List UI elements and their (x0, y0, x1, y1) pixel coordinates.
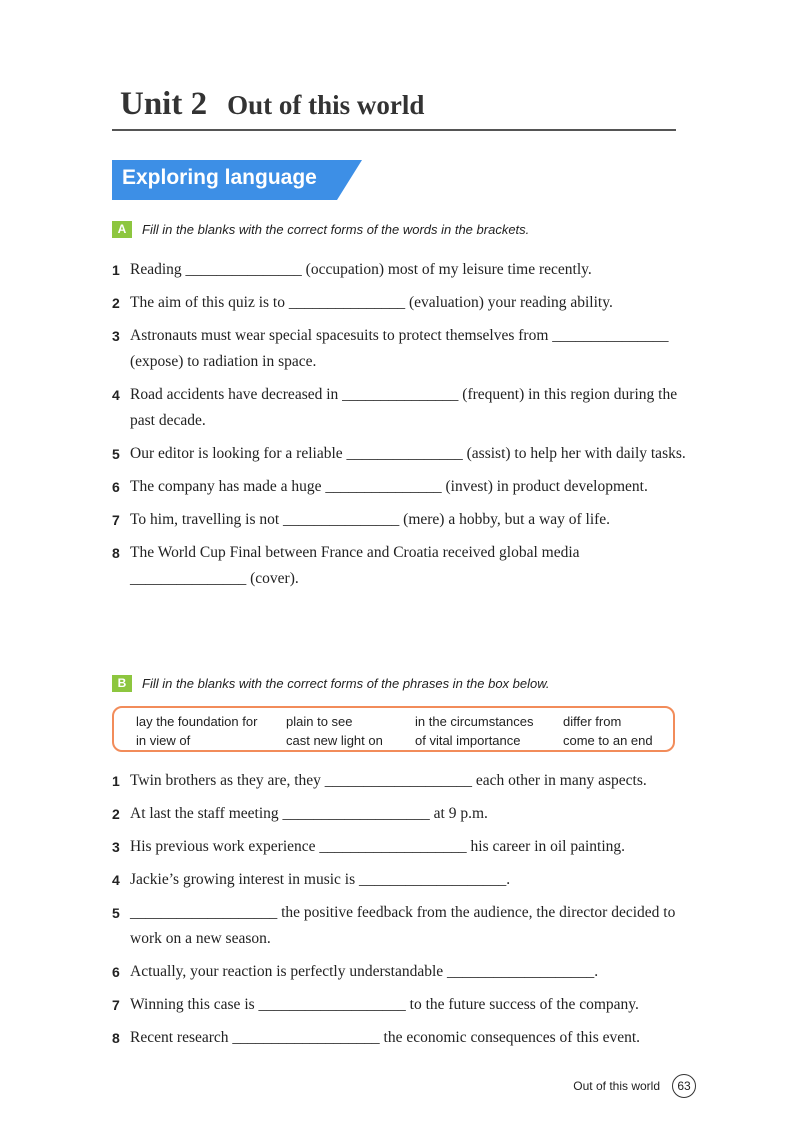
item-number: 8 (112, 1030, 120, 1046)
item-number: 8 (112, 545, 120, 561)
unit-name: Out of this world (227, 90, 425, 120)
item-text: ___________________ the positive feedback from the audience, the director decided to work on a new season. (130, 904, 676, 947)
item-number: 6 (112, 479, 120, 495)
list-item (112, 507, 687, 533)
item-number: 7 (112, 512, 120, 528)
section-b-list (112, 768, 687, 1058)
unit-title (120, 86, 424, 126)
phrase: cast new light on (286, 733, 383, 748)
item-text: Road accidents have decreased in _______________ (frequent) in this region during the past decade. (130, 386, 678, 429)
list-item (112, 834, 687, 860)
list-item (112, 959, 687, 985)
item-number: 4 (112, 872, 120, 888)
item-text: To him, travelling is not _______________ (mere) a hobby, but a way of life. (130, 511, 611, 528)
item-text: At last the staff meeting ___________________ at 9 p.m. (130, 805, 488, 822)
list-item (112, 768, 687, 794)
item-number: 2 (112, 295, 120, 311)
list-item (112, 1025, 687, 1051)
list-item (112, 992, 687, 1018)
list-item (112, 900, 687, 952)
list-item (112, 801, 687, 827)
item-number: 3 (112, 328, 120, 344)
list-item (112, 474, 687, 500)
section-b-heading (112, 674, 550, 692)
item-text: Jackie’s growing interest in music is ___________________. (130, 871, 511, 888)
page-footer (573, 1074, 696, 1098)
phrase-box (112, 706, 675, 752)
phrase: of vital importance (415, 733, 521, 748)
section-a-instruction: Fill in the blanks with the correct forms of the words in the brackets. (142, 221, 530, 237)
item-number: 4 (112, 387, 120, 403)
item-text: The aim of this quiz is to _______________ (evaluation) your reading ability. (130, 294, 613, 311)
item-number: 5 (112, 446, 120, 462)
item-number: 5 (112, 905, 120, 921)
item-number: 7 (112, 997, 120, 1013)
item-text: Astronauts must wear special spacesuits to protect themselves from _______________ (expose) to radiation in space. (130, 327, 669, 370)
phrase: differ from (563, 714, 622, 729)
item-text: The World Cup Final between France and Croatia received global media _______________ (cover). (130, 544, 580, 587)
list-item (112, 382, 687, 434)
section-a-badge: A (112, 221, 132, 238)
page-number: 63 (672, 1074, 696, 1098)
section-a-heading (112, 220, 529, 238)
item-text: Winning this case is ___________________ to the future success of the company. (130, 996, 639, 1013)
item-text: The company has made a huge _______________ (invest) in product development. (130, 478, 648, 495)
phrase: plain to see (286, 714, 353, 729)
item-number: 2 (112, 806, 120, 822)
unit-number: Unit 2 (120, 86, 208, 122)
phrase: in view of (136, 733, 191, 748)
phrase: lay the foundation for (136, 714, 258, 729)
item-number: 1 (112, 262, 120, 278)
list-item (112, 257, 687, 283)
item-number: 3 (112, 839, 120, 855)
item-text: Actually, your reaction is perfectly understandable ___________________. (130, 963, 599, 980)
footer-label: Out of this world (573, 1079, 660, 1093)
list-item (112, 867, 687, 893)
phrase: come to an end (563, 733, 653, 748)
item-text: Reading _______________ (occupation) most of my leisure time recently. (130, 261, 592, 278)
list-item (112, 540, 687, 592)
section-banner (112, 160, 362, 200)
section-b-badge: B (112, 675, 132, 692)
item-text: Recent research ___________________ the economic consequences of this event. (130, 1029, 641, 1046)
list-item (112, 323, 687, 375)
item-text: Our editor is looking for a reliable _______________ (assist) to help her with daily tasks. (130, 445, 686, 462)
banner-title: Exploring language (122, 166, 317, 189)
section-a-list (112, 257, 687, 599)
item-number: 6 (112, 964, 120, 980)
phrase: in the circumstances (415, 714, 534, 729)
item-number: 1 (112, 773, 120, 789)
list-item (112, 290, 687, 316)
item-text: Twin brothers as they are, they ___________________ each other in many aspects. (130, 772, 647, 789)
list-item (112, 441, 687, 467)
title-rule (112, 129, 676, 131)
item-text: His previous work experience ___________________ his career in oil painting. (130, 838, 626, 855)
section-b-instruction: Fill in the blanks with the correct forms of the phrases in the box below. (142, 675, 550, 691)
